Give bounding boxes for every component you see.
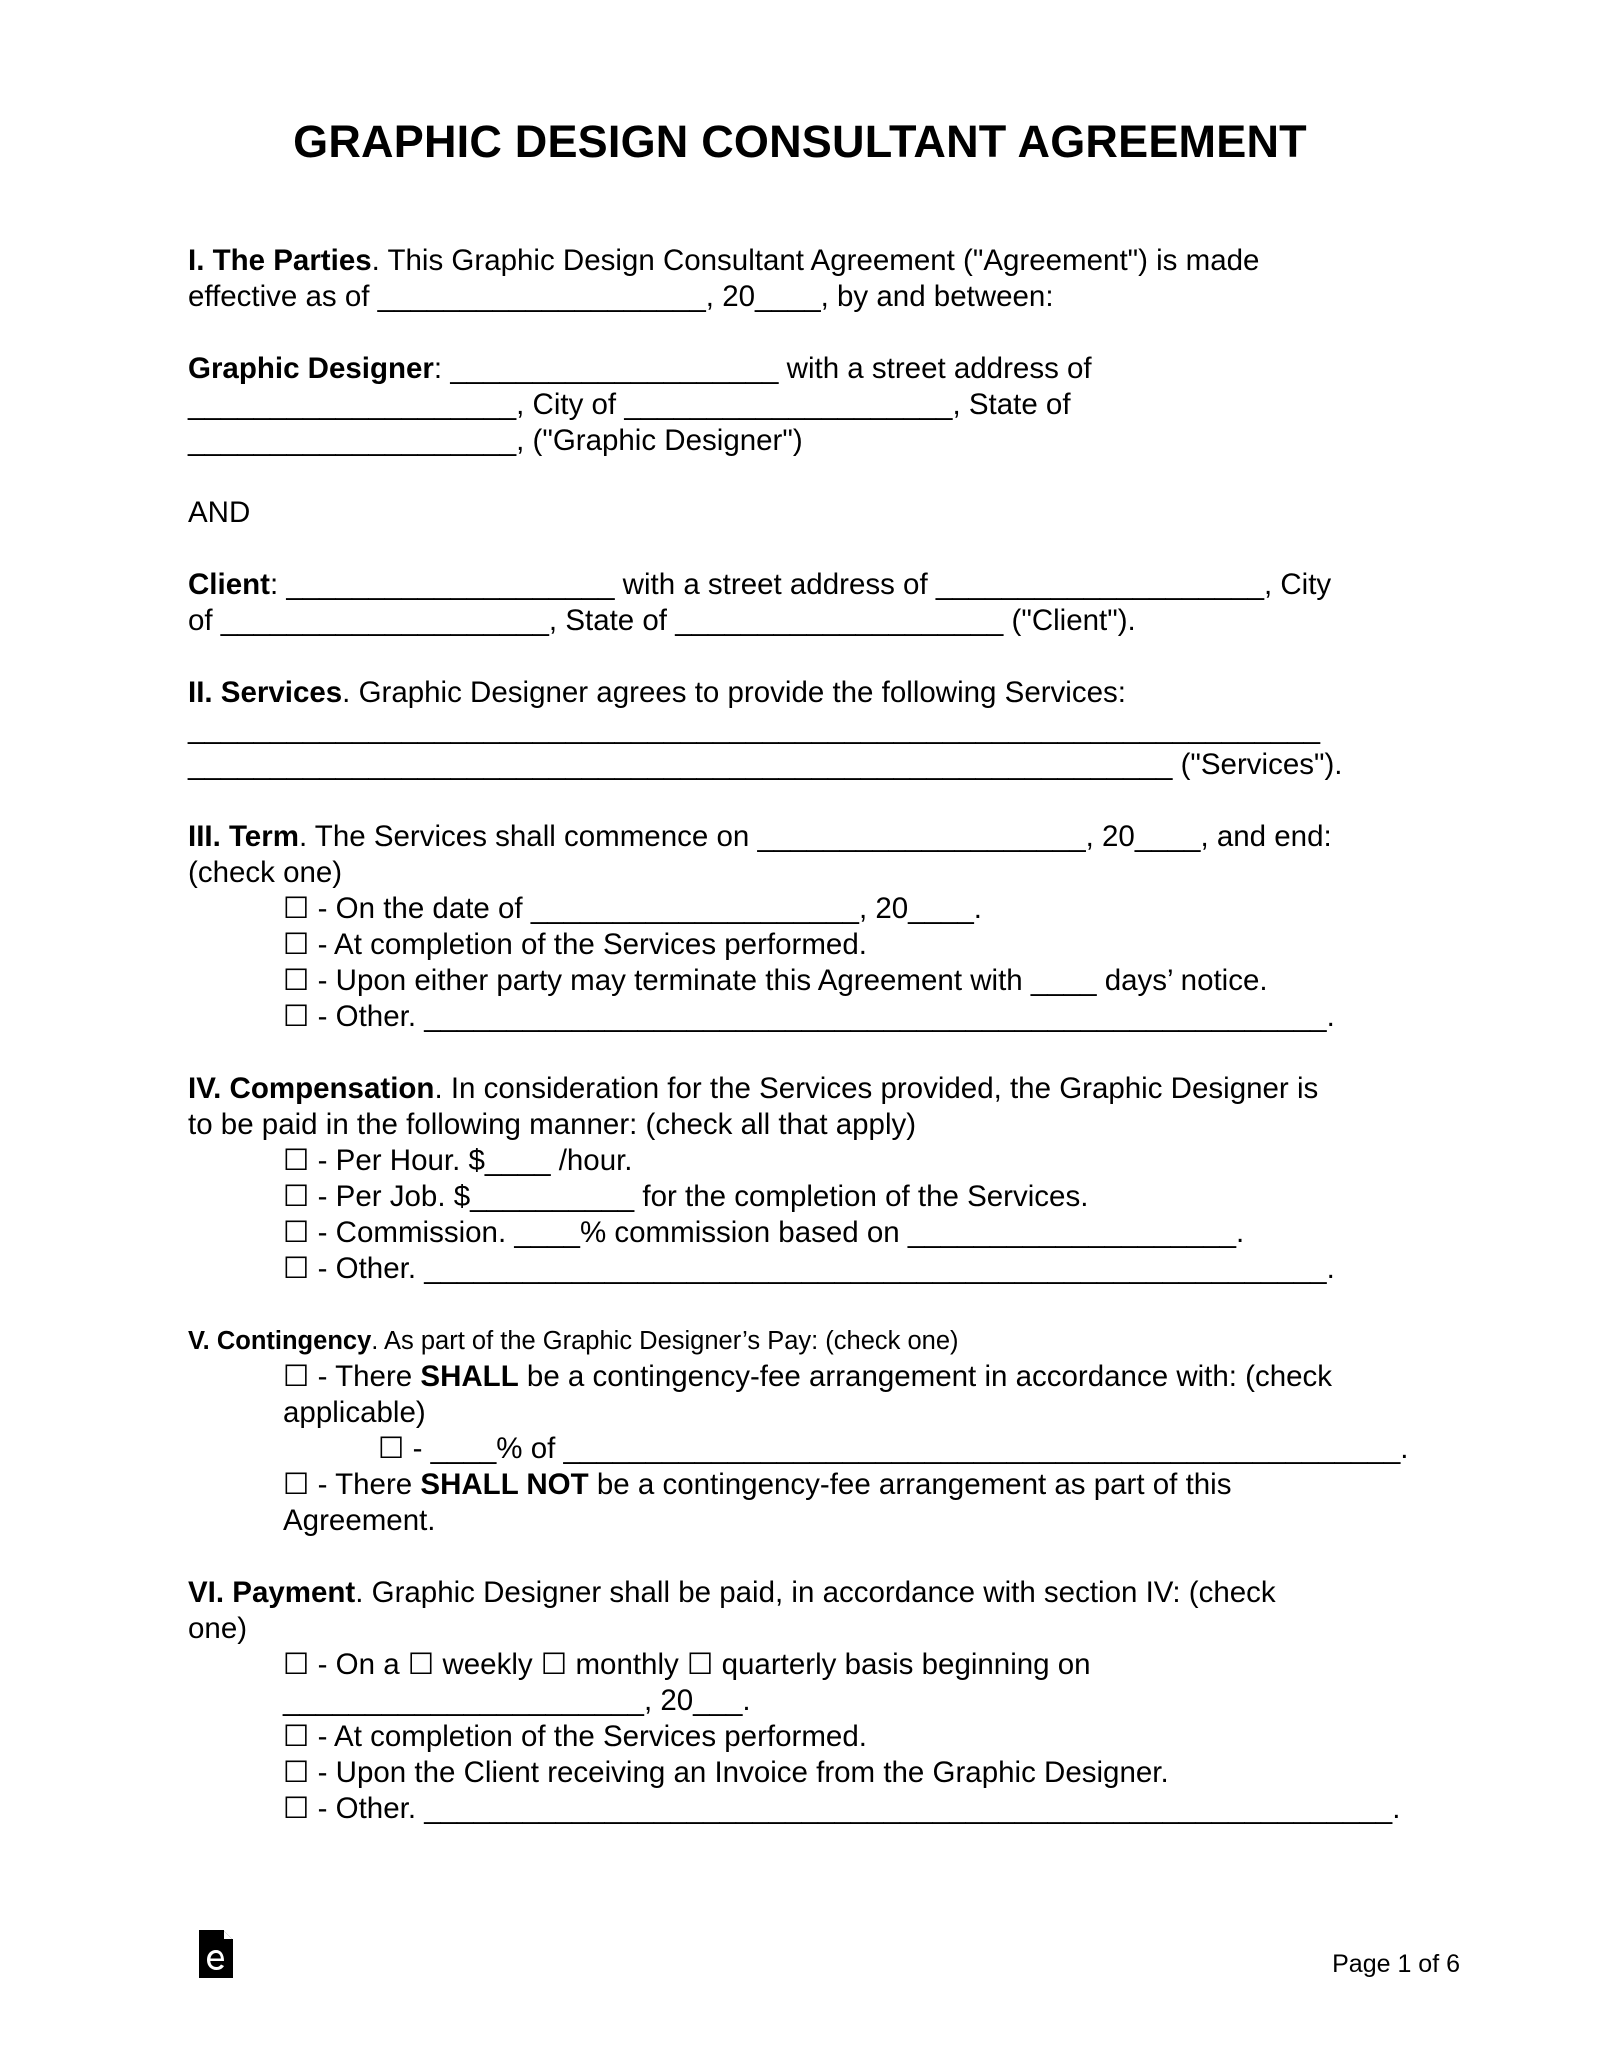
term-line-1: III. Term. The Services shall commence on ____________________, 20____, and end:: [188, 820, 1332, 853]
compensation-option-hour[interactable]: ☐ - Per Hour. $____ /hour.: [283, 1144, 633, 1177]
compensation-option-commission[interactable]: ☐ - Commission. ____% commission based on ____________________.: [283, 1216, 1245, 1249]
contingency-option-shall[interactable]: ☐ - There SHALL be a contingency-fee arrangement in accordance with: (check: [283, 1360, 1333, 1393]
payment-line-1: VI. Payment. Graphic Designer shall be paid, in accordance with section IV: (check: [188, 1576, 1276, 1609]
services-line-1: II. Services. Graphic Designer agrees to provide the following Services:: [188, 676, 1126, 709]
payment-option-schedule-line-2: ______________________, 20___.: [283, 1684, 751, 1717]
designer-line-3: ____________________, ("Graphic Designer"): [188, 424, 803, 457]
services-heading: II. Services: [188, 676, 343, 709]
designer-line-2: ____________________, City of ____________________, State of: [188, 388, 1071, 421]
payment-heading: VI. Payment: [188, 1576, 356, 1609]
parties-line-2: effective as of ____________________, 20____, by and between:: [188, 280, 1054, 313]
document-body: [188, 243, 1418, 1827]
contingency-heading: V. Contingency: [188, 1327, 372, 1355]
document-title: GRAPHIC DESIGN CONSULTANT AGREEMENT: [293, 116, 1307, 167]
and-text: AND: [188, 496, 251, 529]
compensation-line-1: IV. Compensation. In consideration for the Services provided, the Graphic Designer is: [188, 1072, 1319, 1105]
payment-option-schedule[interactable]: ☐ - On a ☐ weekly ☐ monthly ☐ quarterly basis beginning on: [283, 1648, 1091, 1681]
term-heading: III. Term: [188, 820, 299, 853]
contingency-option-shall-not[interactable]: ☐ - There SHALL NOT be a contingency-fee arrangement as part of this: [283, 1468, 1232, 1501]
designer-label: Graphic Designer: [188, 352, 434, 385]
payment-option-invoice[interactable]: ☐ - Upon the Client receiving an Invoice from the Graphic Designer.: [283, 1756, 1169, 1789]
contingency-option-shall-not-line-2: Agreement.: [283, 1504, 436, 1537]
client-line-1: Client: ____________________ with a street address of ____________________, City: [188, 568, 1332, 601]
compensation-line-2: to be paid in the following manner: (check all that apply): [188, 1108, 917, 1141]
payment-line-2: one): [188, 1612, 248, 1645]
page-number: Page 1 of 6: [1332, 1950, 1460, 1978]
term-line-2: (check one): [188, 856, 343, 889]
services-line-2: _____________________________________________________________________: [188, 712, 1321, 745]
compensation-option-job[interactable]: ☐ - Per Job. $__________ for the completion of the Services.: [283, 1180, 1089, 1213]
term-option-notice[interactable]: ☐ - Upon either party may terminate this Agreement with ____ days’ notice.: [283, 964, 1268, 997]
parties-heading: I. The Parties: [188, 244, 372, 277]
payment-option-other[interactable]: ☐ - Other. ___________________________________________________________.: [283, 1792, 1401, 1825]
parties-line-1: I. The Parties. This Graphic Design Consultant Agreement ("Agreement") is made: [188, 244, 1260, 277]
term-option-completion[interactable]: ☐ - At completion of the Services performed.: [283, 928, 867, 961]
contingency-sub-option-percent[interactable]: ☐ - ____% of ___________________________________________________.: [378, 1432, 1409, 1465]
contingency-line-1: V. Contingency. As part of the Graphic Designer’s Pay: (check one): [188, 1327, 959, 1355]
compensation-option-other[interactable]: ☐ - Other. _______________________________________________________.: [283, 1252, 1335, 1285]
eforms-logo-icon: [197, 1928, 235, 1980]
designer-line-1: Graphic Designer: ____________________ with a street address of: [188, 352, 1092, 385]
contingency-option-shall-line-2: applicable): [283, 1396, 426, 1429]
compensation-heading: IV. Compensation: [188, 1072, 435, 1105]
term-option-date[interactable]: ☐ - On the date of ____________________, 20____.: [283, 892, 982, 925]
client-line-2: of ____________________, State of ____________________ ("Client").: [188, 604, 1136, 637]
services-line-3: ____________________________________________________________ ("Services").: [188, 748, 1343, 781]
payment-option-completion[interactable]: ☐ - At completion of the Services performed.: [283, 1720, 867, 1753]
term-option-other[interactable]: ☐ - Other. _______________________________________________________.: [283, 1000, 1335, 1033]
client-label: Client: [188, 568, 270, 601]
